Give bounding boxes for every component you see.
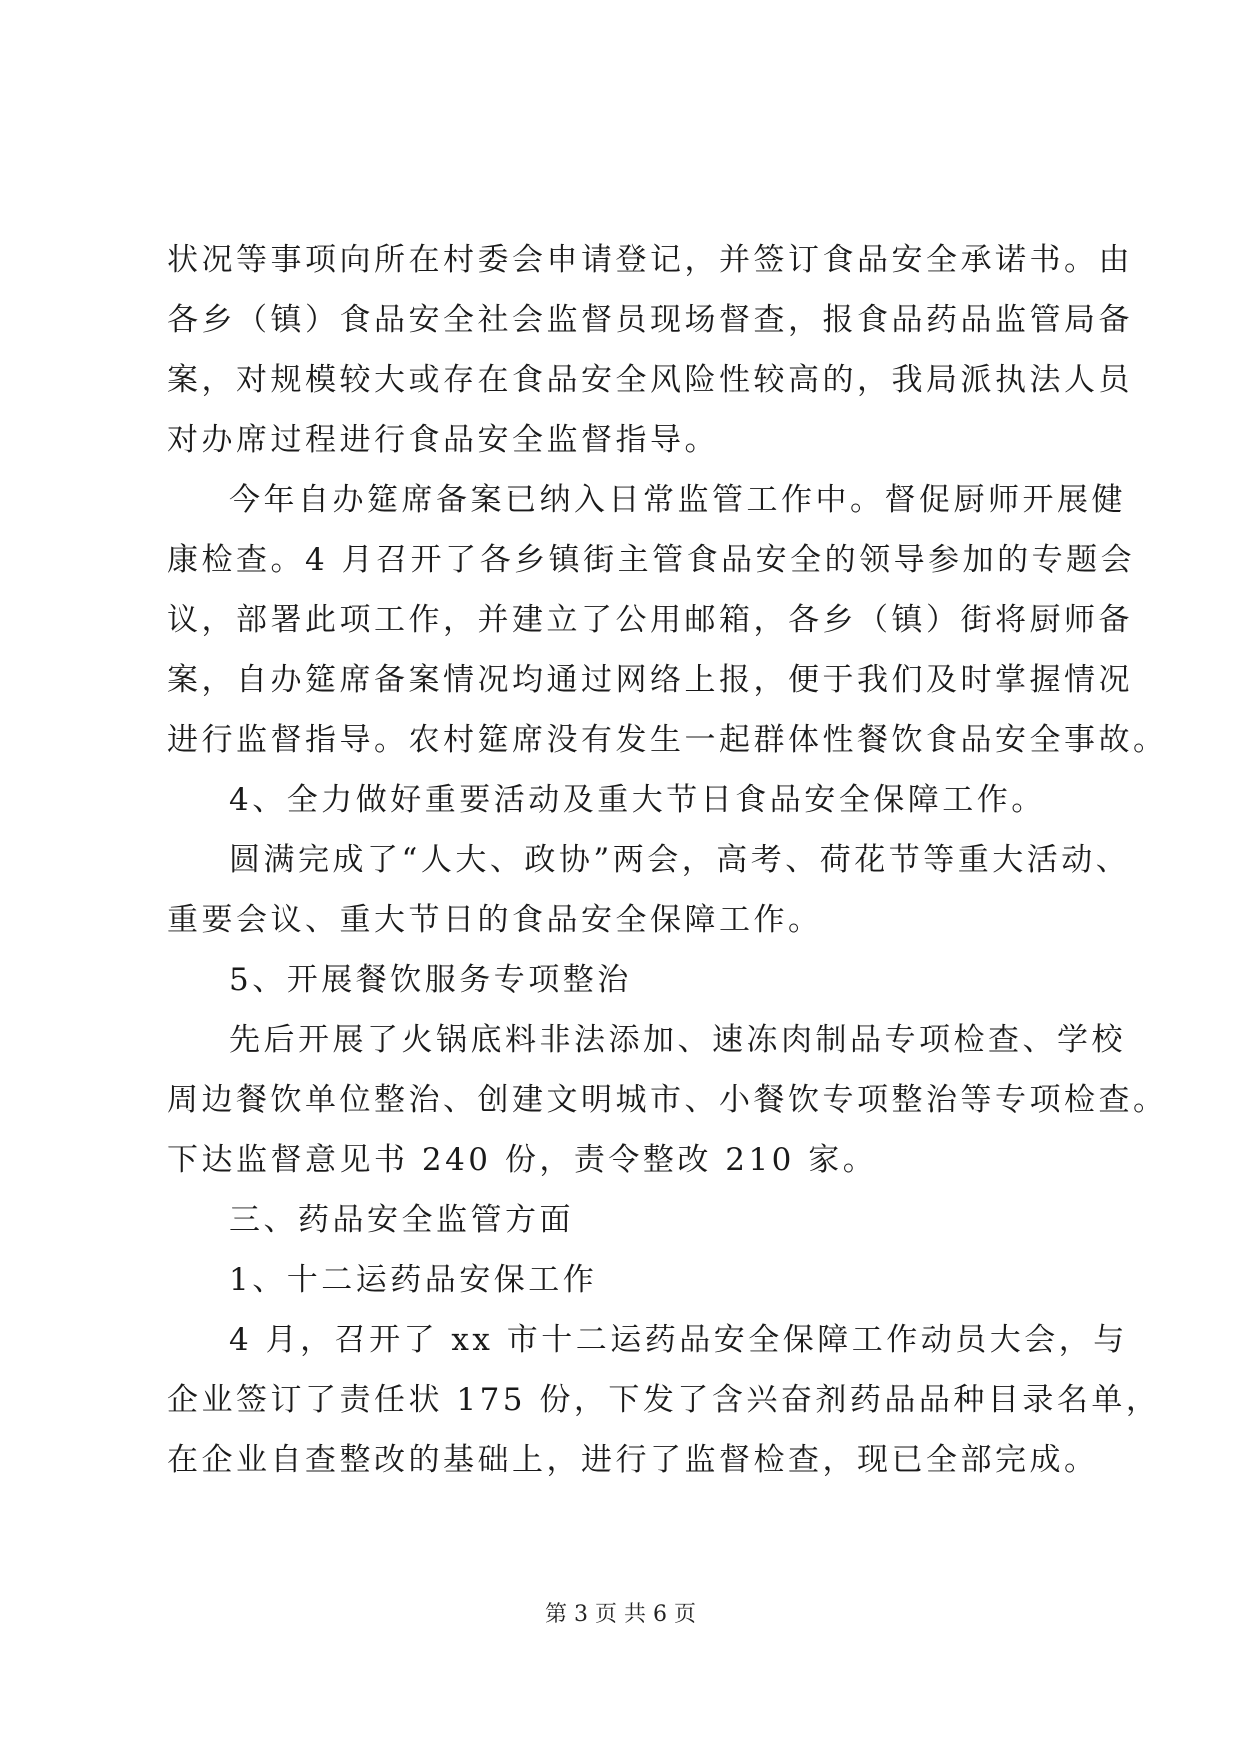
page-number-footer: 第 3 页 共 6 页 (545, 1602, 696, 1627)
text-line: 周边餐饮单位整治、创建文明城市、小餐饮专项整治等专项检查。 (167, 1082, 1168, 1118)
section-heading: 5、开展餐饮服务专项整治 (229, 962, 632, 998)
text-line: 重要会议、重大节日的食品安全保障工作。 (167, 902, 823, 938)
section-heading: 三、药品安全监管方面 (229, 1202, 574, 1238)
text-line: 各乡（镇）食品安全社会监督员现场督查，报食品药品监管局备 (167, 302, 1133, 338)
text-line: 对办席过程进行食品安全监督指导。 (167, 422, 719, 458)
text-line: 案，对规模较大或存在食品安全风险性较高的，我局派执法人员 (167, 362, 1133, 398)
text-line: 状况等事项向所在村委会申请登记，并签订食品安全承诺书。由 (167, 242, 1133, 278)
text-line: 议，部署此项工作，并建立了公用邮箱，各乡（镇）街将厨师备 (167, 602, 1133, 638)
text-line: 康检查。4 月召开了各乡镇街主管食品安全的领导参加的专题会 (167, 542, 1136, 578)
text-line: 圆满完成了“人大、政协”两会，高考、荷花节等重大活动、 (229, 842, 1131, 878)
text-line: 今年自办筵席备案已纳入日常监管工作中。督促厨师开展健 (229, 482, 1126, 518)
text-line: 先后开展了火锅底料非法添加、速冻肉制品专项检查、学校 (229, 1022, 1126, 1058)
text-line: 案，自办筵席备案情况均通过网络上报，便于我们及时掌握情况 (167, 662, 1133, 698)
text-line: 企业签订了责任状 175 份，下发了含兴奋剂药品品种目录名单， (167, 1382, 1161, 1418)
section-heading: 1、十二运药品安保工作 (229, 1262, 598, 1298)
text-line: 进行监督指导。农村筵席没有发生一起群体性餐饮食品安全事故。 (167, 722, 1168, 758)
section-heading: 4、全力做好重要活动及重大节日食品安全保障工作。 (229, 782, 1046, 818)
text-line: 在企业自查整改的基础上，进行了监督检查，现已全部完成。 (167, 1442, 1099, 1478)
text-line: 4 月，召开了 xx 市十二运药品安全保障工作动员大会，与 (229, 1322, 1128, 1358)
text-line: 下达监督意见书 240 份，责令整改 210 家。 (167, 1142, 878, 1178)
